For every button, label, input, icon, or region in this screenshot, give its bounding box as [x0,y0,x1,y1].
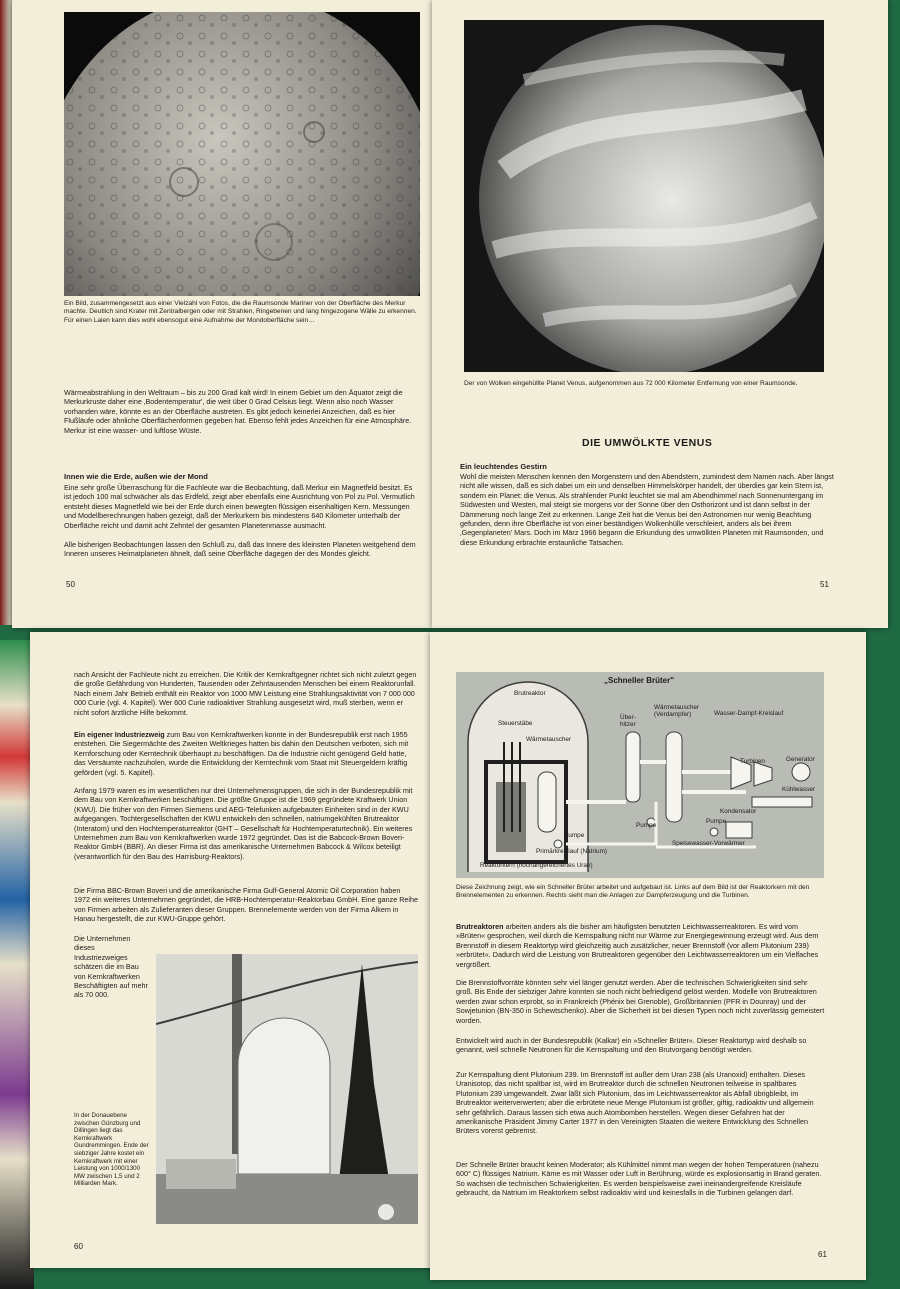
p61-paragraph-4: Zur Kernspaltung dient Plutonium 239. Im Brennstoff ist außer dem Uran 238 (als Uranoxid) enthalten. Dieses Uranisotop, das nicht spaltbar ist, wird im Brutreaktor durch die schnellen Neutronen teilweise in spaltbares Plutonium 239 umgewandelt. Zwar läßt sich Plutonium, das im Leichtwasserreaktor als Abfall übrigbleibt, im Brutreaktor weiterverwerten; aber die erbrütete neue Menge Plutonium ist größer, giftig, radioaktiv und allgemein sehr gefährlich. Daraus lassen sich etwa auch Atombomben herstellen. Wegen dieser Gefahren hat der amerikanische Präsident Jimmy Carter 1977 in den Vereinigten Staaten die weitere Entwicklung des Schnellen Brüters vorerst gebremst. [456,1070,814,1136]
p61-paragraph-5: Der Schnelle Brüter braucht keinen Moderator; als Kühlmittel nimmt man wegen der hohen Temperaturen (nahezu 600° C) flüssiges Natrium. Käme es mit Wasser oder Luft in Berührung, würde es explosionsartig in Brand geraten. So wachsen die technischen Schwierigkeiten. Es werden beispielsweise zwei ineinandergreifende Kreisläufe gebraucht, da Natrium im Reaktorkern selbst radioaktiv wird und keinesfalls in die Turbinen gelangen darf. [456,1160,822,1198]
page-number-50: 50 [66,580,75,589]
label-waermetauscher: Wärmetauscher [526,736,572,743]
venus-caption: Der von Wolken eingehüllte Planet Venus, aufgenommen aus 72 000 Kilometer Entfernung von einer Raumsonde. [464,380,798,387]
p60-paragraph-5: Die Unternehmen dieses Industriezweiges schätzen die im Bau von Kernkraftwerken Beschäftigten auf mehr als 70 000. [74,934,148,1000]
label-generator: Generator [786,756,815,763]
label-primaer: Primärkreislauf (Natrium) [536,848,608,855]
p60-paragraph-4: Die Firma BBC-Brown Boveri und die amerikanische Firma Gulf-General Atomic Oil Corporation haben 1972 ein weiteres Unternehmen gegründet, die HRB-Hochtemperatur-Reaktorbau GmbH. Eine ganze Reihe von Firmen arbeiten als Zulieferanten dieser Gruppen. Brennelemente werden von der Firma Alkem in Hanau hergestellt, die zur KWU-Gruppe gehört. [74,886,418,924]
label-kreislauf: Wasser-Dampf-Kreislauf [714,710,784,717]
page-51 [432,0,888,628]
p60-paragraph-2-lead: Ein eigener Industriezweig [74,730,165,739]
label-verdampfer: Wärmetauscher (Verdampfer) [654,704,700,718]
venus-photo [464,20,824,372]
venus-title: DIE UMWÖLKTE VENUS [582,437,713,449]
label-ueberhitzer: Über- hitzer [620,714,636,728]
label-steuerstaebe: Steuerstäbe [498,720,533,727]
side-book-bottom [0,640,34,1289]
mercury-caption: Ein Bild, zusammengesetzt aus einer Vielzahl von Fotos, die die Raumsonde Mariner von der Oberfläche des Merkur machte. Deutlich sind Krater mit Zentralbergen oder mit Strahlen, Ringebenen und lang hingezogene Wälle zu erkennen. Für einen Laien kann dies wohl ebensogut eine Aufnahme der Mondoberfläche sein… [64,300,417,324]
diagram-title: „Schneller Brüter" [604,676,675,685]
p50-paragraph-1: Wärmeabstrahlung in den Weltraum – bis zu 200 Grad kalt wird! In einem Gebiet um den Äquator zeigt die Merkurkruste daher eine ‚Bodentemperatur', die weit über 0 Grad Celsius liegt. Wenn also noch Wasser vorhanden wäre, könnte es an der Oberfläche austreten. Es gibt jedoch keinerlei Anzeichen, daß es hier Flußläufe oder ähnliche Oberflächenformen gegeben hat. Ebenso fehlt jedes Anzeichen für eine Atmosphäre. Merkur ist eine wasser- und luftlose Wüste. [64,388,412,435]
p50-heading: Innen wie die Erde, außen wie der Mond [64,472,208,481]
reactor-photo [156,954,418,1224]
page-61 [430,632,866,1280]
label-turbinen: Turbinen [740,758,765,765]
p60-paragraph-3: Anfang 1979 waren es im wesentlichen nur drei Unternehmensgruppen, die sich in der Bundesrepublik mit dem Bau von Kernkraftwerken beschäftigen. Die größte Gruppe ist die 1969 gegründete Kraftwerk Union (KWU). Die früher von den Firmen Siemens und AEG-Telefunken aufgebauten Einheiten sind in der KWU aufgegangen. Tochtergesellschaften der KWU entwickeln den schnellen, natriumgekühlten Brutreaktor (Interatom) und den Hochtemperaturreaktor (GHT – Gesellschaft für Hochtemperaturtechnik). Ein weiteres Unternehmen zum Bau von Kernkraftwerken wurde 1972 gegründet. Das ist die Babcock-Brown Boveri-Reaktor GmbH (BBR). An dieser Firma ist das amerikanische Unternehmen Babcock & Wilcox beteiligt (verantwortlich für den Bau des Harrisburg-Reaktors). [74,786,413,861]
label-pumpe-2: Pumpe [706,818,727,825]
page-number-51: 51 [820,580,829,589]
p60-paragraph-2-text: zum Bau von Kernkraftwerken konnte in der Bundesrepublik erst nach 1955 entstehen. Die Siegermächte des Zweiten Weltkrieges hatten bis dahin den Deutschen verboten, sich mit Kernforschung oder Kerntechnik überhaupt zu beschäftigen. Da die Industrie nicht genügend Geld hatte, das Versäumte nachzuholen, wurde die Entwicklung der Kerntechnik vom Staat mit Steuergeldern kräftig gefördert (vgl. 5. Kapitel). [74,730,409,777]
p60-paragraph-1: nach Ansicht der Fachleute nicht zu erreichen. Die Kritik der Kernkraftgegner richtet sich nicht zuletzt gegen die große Gefährdung von Hunderten, Tausenden oder Zehntausenden Menschen bei einem Reaktorunfall. Nach einem Jahr Betrieb enthält ein Reaktor von 1000 MW Leistung eine Strahlungsaktivität von 7 000 000 000 Curie (vgl. 4. Kapitel). Wer 600 Curie radioaktiver Strahlung ausgesetzt wird, muß sterben, wenn er nicht sofort ärztliche Hilfe bekommt. [74,670,417,717]
p61-paragraph-1-text: arbeiten anders als die bisher am häufigsten benutzten Leichtwasserreaktoren. Es wird vom »Brüten« gesprochen, weil durch die Kernspaltung nicht nur Wärme zur Energiegewinnung erzeugt wird. Aus dem Brennstoff in diesem Reaktortyp wird gleichzeitig auch zusätzlicher, neuer Brennstoff (vor allem Plutonium 239) »erbrütet«. Dadurch wird die Leistung von Brutreaktoren gegenüber den Leichtwasserreaktoren um ein Vielfaches vergrößert. [456,922,819,969]
label-kuehlwasser: Kühlwasser [782,786,816,793]
p51-subheading: Ein leuchtendes Gestirn [460,462,547,471]
page-number-60: 60 [74,1242,83,1251]
p50-paragraph-3: Alle bisherigen Beobachtungen lassen den Schluß zu, daß das Innere des kleinsten Planeten weitgehend dem Inneren unseres Heimatplaneten ähnelt, daß seine Oberfläche dagegen der des Mondes gleicht. [64,540,416,559]
page-number-61: 61 [818,1250,827,1259]
p61-paragraph-1-lead: Brutreaktoren [456,922,504,931]
label-kondensator: Kondensator [720,808,757,815]
p60-paragraph-2 [74,730,418,777]
p61-paragraph-2: Die Brennstoffvorräte könnten sehr viel länger genutzt werden. Aber die technischen Schwierigkeiten sind sehr groß. Bis Ende der siebziger Jahre konnten sie noch nicht befriedigend gelöst werden. Modelle von Brutreaktoren werden zwar schon erprobt, so in Frankreich (Phénix bei Grenoble), Großbritannien (PFR in Dounray) und der Sowjetunion (BN-350 in Schewtschenko). Aber die Sicherheit ist bei diesen Typen noch nicht zuverlässig gemeistert worden. [456,978,825,1025]
diagram-caption: Diese Zeichnung zeigt, wie ein Schneller Brüter arbeitet und aufgebaut ist. Links auf dem Bild ist der Reaktorkern mit den Brennelementen zu erkennen. Rechts sieht man die Anlagen zur Dampferzeugung und die Turbinen. [456,884,810,900]
mercury-photo [64,12,420,296]
page-50 [12,0,432,628]
label-reaktorkern: Reaktorkern (hochangereichertes Uran) [480,862,593,869]
page-60 [30,632,430,1268]
fast-breeder-diagram [456,672,824,878]
label-pumpe-1: Pumpe [636,822,657,829]
label-speisewasser: Speisewasser-Vorwärmer [672,840,745,847]
reactor-photo-caption: In der Donauebene zwischen Günzburg und Dillingen liegt das Kernkraftwerk Gundremmingen. Ende der siebziger Jahre kostet ein Kernkraftwerk mit einer Leistung von 1000/1300 MW zwischen 1,5 und 2 Milliarden Mark. [74,1112,149,1188]
p61-paragraph-3: Entwickelt wird auch in der Bundesrepublik (Kalkar) ein »Schneller Brüter«. Dieser Reaktortyp wird deshalb so genannt, weil schnelle Neutronen für die Kernspaltung und den Brutvorgang benötigt werden. [456,1036,807,1055]
p51-paragraph-1: Wohl die meisten Menschen kennen den Morgenstern und den Abendstern, zumindest dem Namen nach. Aber längst nicht alle wissen, daß es sich dabei um ein und denselben Himmelskörper handelt, der überdies gar kein Stern ist, sondern ein Planet: die Venus. Als strahlender Punkt leuchtet sie mal am Abendhimmel nach Sonnenuntergang im Südwesten und Westen, mal steigt sie morgens vor der Sonne über den Osthorizont und ist dann selbst in der Dämmerung noch lange Zeit zu erkennen. Lange Zeit hat die Venus bei den Astronomen nur wenig Beachtung gefunden, denn ihre Oberfläche ist von einer beständigen Wolkenhülle verschleiert, anders als bei ihrem ‚Gegenplaneten' Mars. Doch im März 1966 begann die Erkundung des umwölkten Planeten mit Raumsonden, und diese Erkundung erbrachte erstaunliche Tatsachen. [460,472,834,547]
label-brutreaktor: Brutreaktor [514,690,546,697]
p50-paragraph-2: Eine sehr große Überraschung für die Fachleute war die Beobachtung, daß Merkur ein Magnetfeld besitzt. Es ist jedoch 100 mal schwächer als das Erdfeld, zeigt aber ebenfalls eine Ausrichtung von Pol zu Pol. Vermutlich entsteht dieses Magnetfeld wie bei der Erde durch einen bewegten flüssigen eisenhaltigen Kern. Messungen und Modellberechnungen haben gezeigt, daß der Merkurkern bis mindestens 640 Kilometer unterhalb der Oberfläche reicht und damit acht Zehntel der gesamten Planetenmasse ausmacht. [64,483,415,530]
p61-paragraph-1 [456,922,826,969]
label-pumpe-3: Pumpe [564,832,585,839]
